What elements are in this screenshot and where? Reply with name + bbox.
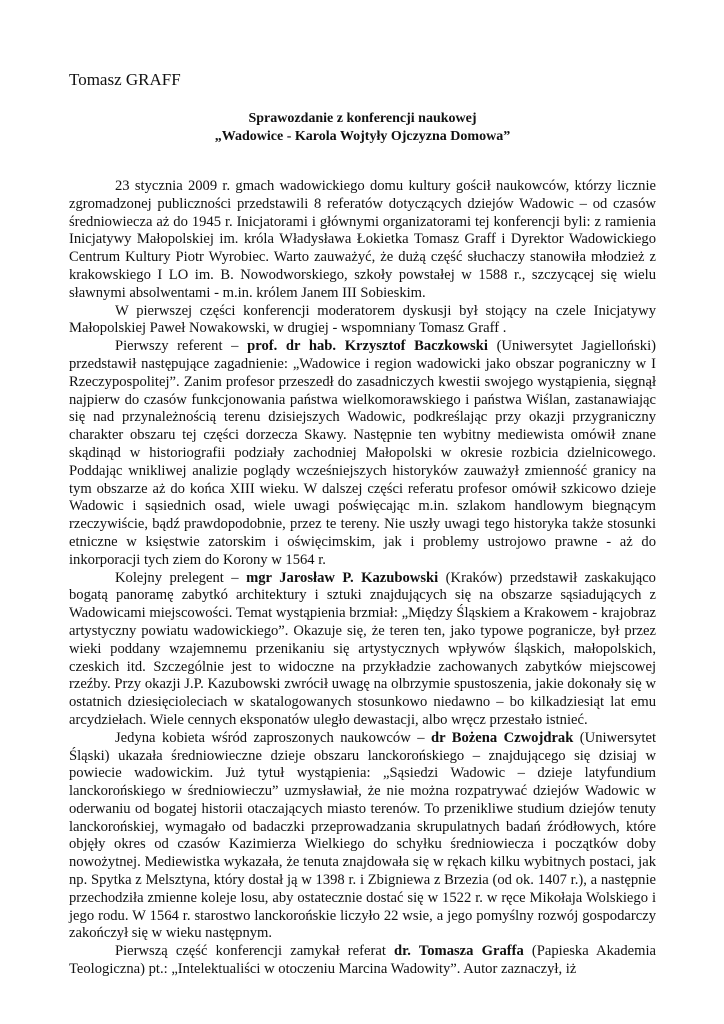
document-body xyxy=(69,178,656,979)
paragraph-lead: Pierwszą część konferencji zamykał referat xyxy=(115,943,395,960)
paragraph-rest: (Papieska Akademia Teologiczna) pt.: „Intelektualiści w otoczeniu Marcina Wadowity”. Autor zaznaczył, iż xyxy=(69,943,656,978)
paragraph-rest: (Uniwersytet Śląski) ukazała średniowieczne dzieje obszaru lanckorońskiego – znajdującego się dzisiaj w powiecie wadowickim. Już tytuł wystąpienia: „Sąsiedzi Wadowic – dzieje latyfundium lanckorońskiego w średniowieczu” uzmysławiał, że nie można rozpatrywać dziejów Wadowic w oderwaniu od bogatej historii otaczających miasto terenów. To przenikliwe studium dziejów tenuty lanckorońskiej, wymagało od badaczki przeprowadzania skrupulatnych badań źródłowych, które objęły okres od czasów Kazimierza Wielkiego do schyłku średniowiecza i początków doby nowożytnej. Mediewistka wykazała, że tenuta znajdowała się w rękach kilku wybitnych postaci, jak np. Spytka z Melsztyna, który dostał ją w 1398 r. i Zbigniewa z Brzezia (od ok. 1407 r.), a następnie przechodziła zmienne koleje losu, aby ostatecznie dostać się w 1522 r. w ręce Mikołaja Wolskiego i jego rodu. W 1564 r. starostwo lanckorońskie liczyło 22 wsie, a jego pomyślny rozwój gospodarczy zakończył się w wieku następnym. xyxy=(69,729,656,942)
paragraph-rest: (Kraków) przedstawił zaskakująco bogatą panoramę zabytkó architektury i sztuki znajdujących się na obszarze sąsiadujących z Wadowicami miejscowości. Temat wystąpienia brzmiał: „Między Śląskiem a Krakowem - krajobraz artystyczny powiatu wadowickiego”. Okazuje się, że teren ten, jako typowe pogranicze, był przez wieki poddany wzajemnemu przenikaniu się artystycznych wpływów śląskich, małopolskich, czeskich itd. Szczególnie jest to widoczne na przykładzie zachowanych zabytków miejscowej rzeźby. Przy okazji J.P. Kazubowski zwrócił uwagę na olbrzymie spustoszenia, jakie dokonały się w ostatnich dziesięcioleciach w skatalogowanych stosunkowo niedawno – bo kilkadziesiąt lat emu arcydziełach. Wiele cennych eksponatów uległo dewastacji, albo wręcz przestało istnieć. xyxy=(69,569,656,728)
speaker-name: dr Bożena Czwojdrak xyxy=(430,729,574,746)
paragraph: 23 stycznia 2009 r. gmach wadowickiego domu kultury gościł naukowców, którzy licznie zgromadzonej publiczności przedstawili 8 referatów dotyczących dziejów Wadowic – od czasów średniowiecza aż do 1945 r. Inicjatorami i głównymi organizatorami tej konferencji byli: z ramienia Inicjatywy Małopolskiej im. króla Władysława Łokietka Tomasz Graff i Dyrektor Wadowickiego Centrum Kultury Piotr Wyrobiec. Warto zauważyć, że dużą część słuchaczy stanowiła młodzież z krakowskiego I LO im. B. Nowodworskiego, szkoły powstałej w 1588 r., szczycącej się wielu sławnymi absolwentami - m.in. królem Janem III Sobieskim. xyxy=(69,178,656,301)
paragraph-lead: Jedyna kobieta wśród zaproszonych naukowców – xyxy=(115,729,431,746)
speaker-name: prof. dr hab. Krzysztof Baczkowski xyxy=(247,338,488,355)
paragraph-lead: Kolejny prelegent – xyxy=(115,569,247,586)
paragraph xyxy=(69,338,656,569)
speaker-name: dr. Tomasza Graffa xyxy=(394,943,524,960)
title-line-1: Sprawozdanie z konferencji naukowej xyxy=(248,111,477,126)
document-title xyxy=(69,110,656,146)
paragraph: W pierwszej części konferencji moderatorem dyskusji był stojący na czele Inicjatywy Małopolskiej Paweł Nowakowski, w drugiej - wspomniany Tomasz Graff . xyxy=(69,302,656,337)
paragraph xyxy=(69,943,656,979)
author-name: Tomasz GRAFF xyxy=(69,70,181,89)
paragraph-lead: Pierwszy referent – xyxy=(115,338,248,355)
speaker-name: mgr Jarosław P. Kazubowski xyxy=(246,569,439,586)
paragraph-rest: (Uniwersytet Jagielloński) przedstawił następujące zagadnienie: „Wadowice i region wadowicki jako obszar pograniczny w I Rzeczypospolitej”. Zanim profesor przeszedł do zasadniczych kwestii swojego wystąpienia, sięgnął najpierw do czasów funkcjonowania państwa wielkomorawskiego i państwa Wiślan, zastanawiając się nad przynależnością terenu dzisiejszych Wadowic, podkreślając przy okazji przygraniczny charakter obszaru tej części dorzecza Skawy. Następnie ten wybitny mediewista omówił znane skądinąd w historiografii podziały zachodniej Małopolski w okresie rozbicia dzielnicowego. Poddając wnikliwej analizie poglądy wcześniejszych historyków zauważył zmienność granicy na tym obszarze aż do końca XIII wieku. W dalszej części referatu profesor omówił szkicowo dzieje Wadowic i sąsiednich osad, wiele uwagi poświęcając m.in. szlakom handlowym biegnącym rzeczywiście, bądź prawdopodobnie, przez te tereny. Nie uszły uwagi tego historyka także stosunki etniczne w księstwie zatorskim i oświęcimskim, jak i problemy ustrojowo prawne - aż do inkorporacji tych ziem do Korony w 1564 r. xyxy=(69,338,656,568)
title-line-2: „Wadowice - Karola Wojtyły Ojczyzna Domowa” xyxy=(214,129,511,144)
paragraph xyxy=(69,730,656,944)
paragraph xyxy=(69,570,656,730)
